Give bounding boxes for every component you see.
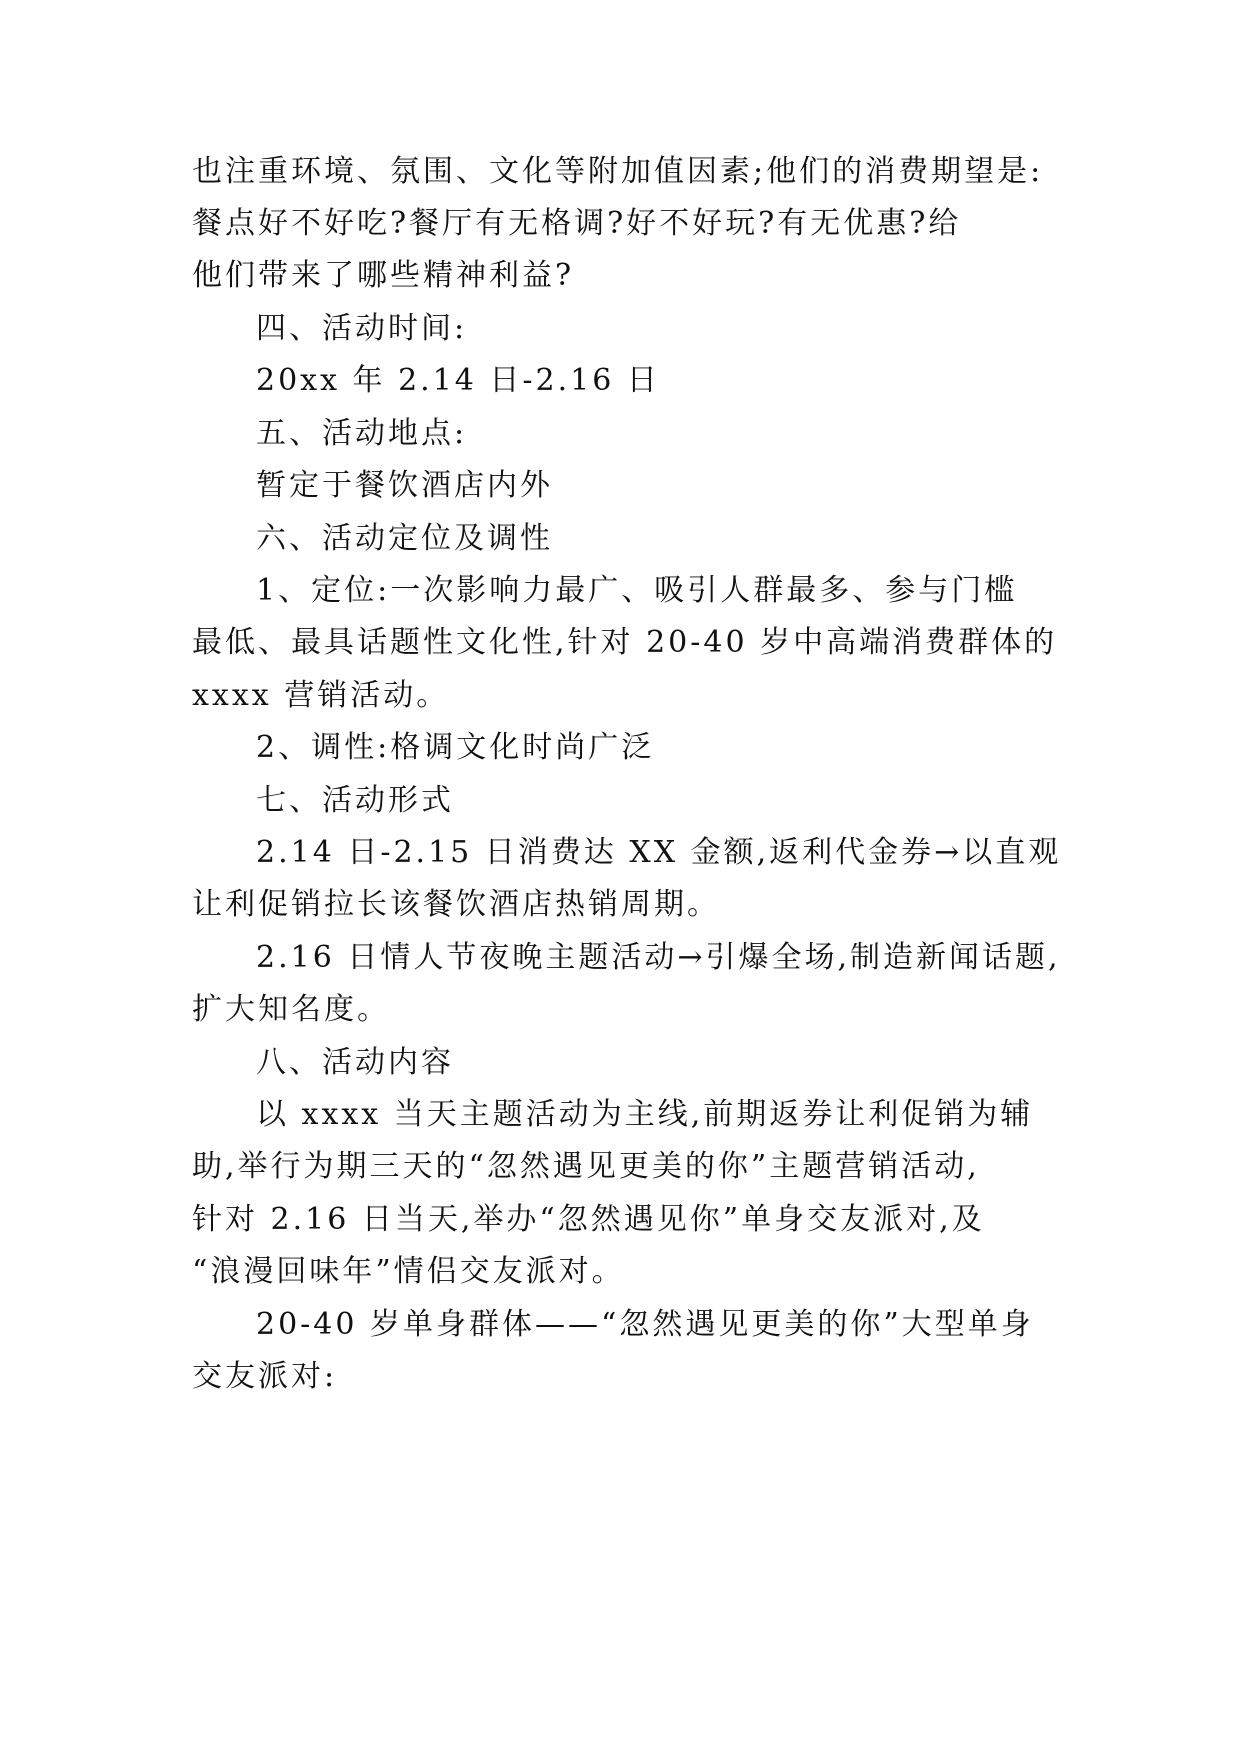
body-text-line: 暂定于餐饮酒店内外 xyxy=(256,468,553,503)
body-text-line: 20-40 岁单身群体——“忽然遇见更美的你”大型单身 xyxy=(256,1307,1034,1342)
body-text-line: 1、定位:一次影响力最广、吸引人群最多、参与门槛 xyxy=(256,573,1018,608)
body-text-line: 也注重环境、氛围、文化等附加值因素;他们的消费期望是: xyxy=(192,154,1044,189)
section-heading-content: 八、活动内容 xyxy=(256,1045,454,1080)
body-text-line: 2.16 日情人节夜晚主题活动→引爆全场,制造新闻话题, xyxy=(256,940,1061,975)
body-text-line: “浪漫回味年”情侣交友派对。 xyxy=(192,1254,625,1289)
body-text-line: 20xx 年 2.14 日-2.16 日 xyxy=(256,363,660,398)
body-text-line: 交友派对: xyxy=(192,1359,338,1394)
body-text-line: 让利促销拉长该餐饮酒店热销周期。 xyxy=(192,887,720,922)
body-text-line: 餐点好不好吃?餐厅有无格调?好不好玩?有无优惠?给 xyxy=(192,206,962,241)
body-text-line: 他们带来了哪些精神利益? xyxy=(192,258,575,293)
body-text-line: 扩大知名度。 xyxy=(192,992,390,1027)
section-heading-positioning: 六、活动定位及调性 xyxy=(256,521,553,556)
body-text-line: 2.14 日-2.15 日消费达 XX 金额,返利代金券→以直观 xyxy=(256,835,1062,870)
body-text-line: 针对 2.16 日当天,举办“忽然遇见你”单身交友派对,及 xyxy=(192,1202,985,1237)
body-text-line: 以 xxxx 当天主题活动为主线,前期返券让利促销为辅 xyxy=(256,1097,1034,1132)
section-heading-location: 五、活动地点: xyxy=(256,416,468,451)
section-heading-time: 四、活动时间: xyxy=(256,311,468,346)
section-heading-format: 七、活动形式 xyxy=(256,783,454,818)
body-text-line: 助,举行为期三天的“忽然遇见更美的你”主题营销活动, xyxy=(192,1149,980,1184)
body-text-line: 最低、最具话题性文化性,针对 20-40 岁中高端消费群体的 xyxy=(192,625,1058,660)
body-text-line: xxxx 营销活动。 xyxy=(192,678,450,713)
body-text-line: 2、调性:格调文化时尚广泛 xyxy=(256,730,655,765)
